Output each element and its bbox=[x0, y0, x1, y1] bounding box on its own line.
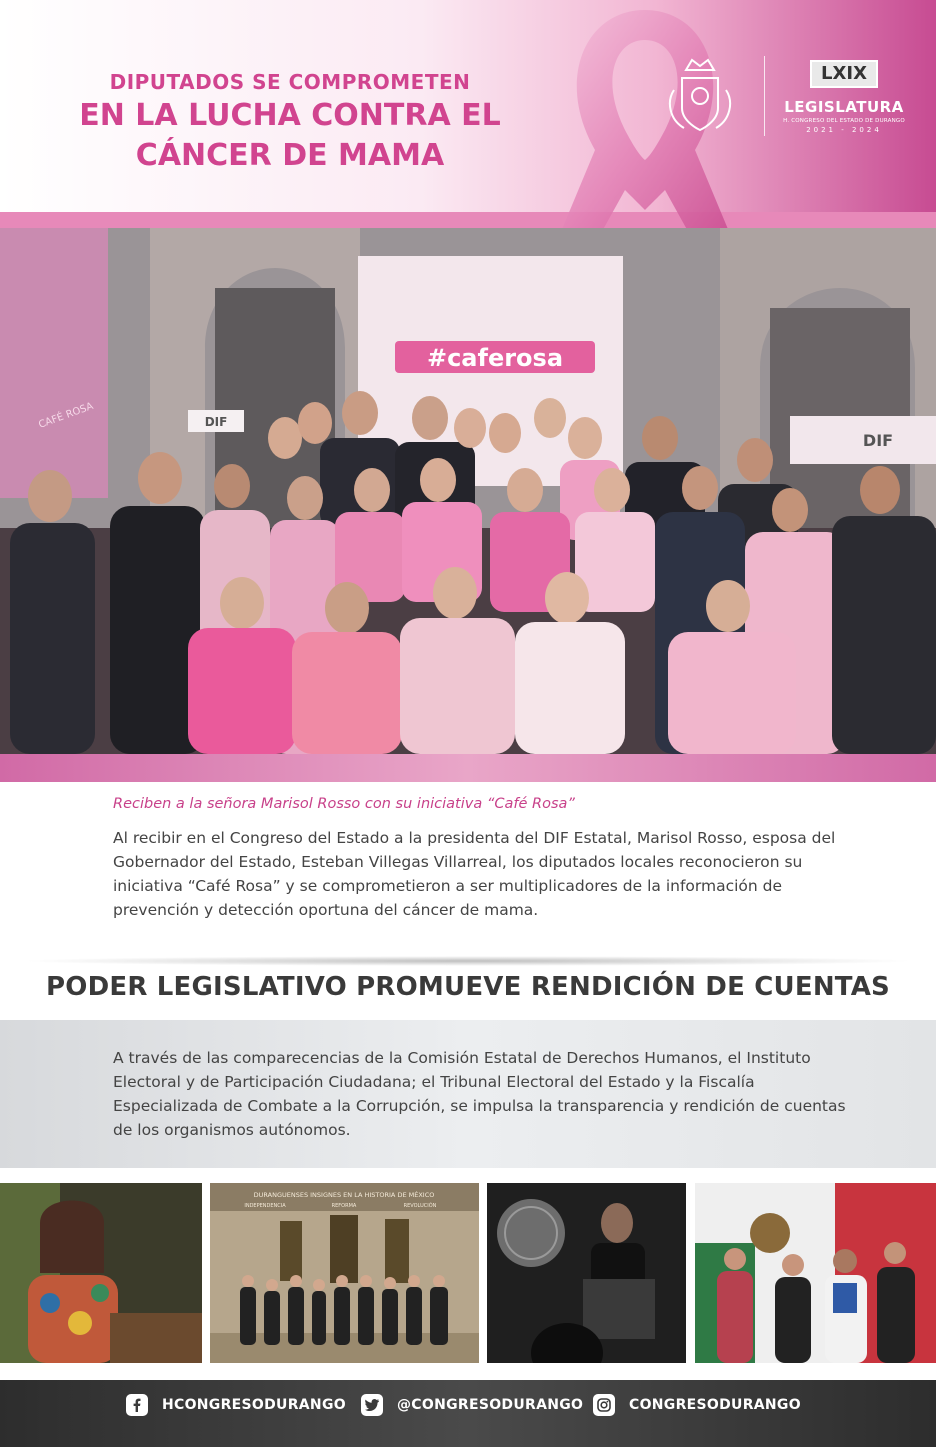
legislature-logo bbox=[776, 98, 912, 134]
legislature-title: LEGISLATURA bbox=[784, 98, 904, 116]
story-caption: Reciben a la señora Marisol Rosso con su iniciativa “Café Rosa” bbox=[113, 796, 575, 812]
svg-text:CAFÉ ROSA: CAFÉ ROSA bbox=[37, 400, 95, 431]
monument-illustration bbox=[210, 1183, 479, 1363]
twitter-icon bbox=[361, 1394, 383, 1416]
twitter-handle: @CONGRESODURANGO bbox=[397, 1397, 584, 1413]
congress-crest-icon bbox=[660, 50, 740, 138]
legislature-number: LXIX bbox=[810, 60, 878, 88]
monument-label-c: REVOLUCIÓN bbox=[403, 1203, 437, 1209]
thumb-photo-monument bbox=[210, 1183, 479, 1363]
main-group-photo bbox=[0, 228, 936, 754]
instagram-icon bbox=[593, 1394, 615, 1416]
story-body: Al recibir en el Congreso del Estado a la presidenta del DIF Estatal, Marisol Rosso, esposa del Gobernador del Estado, Esteban Villegas Villarreal, los diputados locales reconocieron su iniciativa “Café Rosa” y se comprometieron a ser multiplicadores de la información de prevención y detección oportuna del cáncer de mama. bbox=[113, 829, 836, 919]
speaker-illustration bbox=[0, 1183, 202, 1363]
twitter-link[interactable] bbox=[361, 1393, 583, 1417]
section-title: PODER LEGISLATIVO PROMUEVE RENDICIÓN DE CUENTAS bbox=[46, 972, 890, 1002]
thumb-photo-podium bbox=[487, 1183, 686, 1363]
podium-illustration bbox=[487, 1183, 686, 1363]
instagram-link[interactable] bbox=[593, 1393, 801, 1417]
dif-sign-left: DIF bbox=[204, 415, 228, 429]
facebook-handle: HCONGRESODURANGO bbox=[162, 1397, 346, 1413]
caferosa-hashtag: #caferosa bbox=[426, 344, 564, 372]
dif-sign-right: DIF bbox=[862, 431, 894, 450]
section-body: A través de las comparecencias de la Comisión Estatal de Derechos Humanos, el Instituto Electoral y de Participación Ciudadana; el Tribunal Electoral del Estado y la Fiscalía Especializada de Combate a la Corrupción, se impulsa la transparencia y rendición de cuentas de los organismos autónomos. bbox=[113, 1049, 846, 1139]
headline-line-3: CÁNCER DE MAMA bbox=[135, 138, 445, 173]
logo-divider bbox=[764, 56, 765, 136]
monument-label-b: REFORMA bbox=[331, 1203, 357, 1209]
monument-wall-text: DURANGUENSES INSIGNES EN LA HISTORIA DE MÉXICO bbox=[253, 1191, 435, 1199]
photo-pink-band bbox=[0, 754, 936, 782]
headline-line-1: DIPUTADOS SE COMPROMETEN bbox=[109, 70, 471, 94]
group-photo-illustration bbox=[0, 228, 936, 754]
facebook-link[interactable] bbox=[126, 1393, 346, 1417]
header-banner bbox=[0, 0, 936, 228]
thumb-photo-speaker bbox=[0, 1183, 202, 1363]
instagram-handle: CONGRESODURANGO bbox=[629, 1397, 801, 1413]
facebook-icon bbox=[126, 1394, 148, 1416]
header-pink-band bbox=[0, 212, 936, 228]
section-divider bbox=[20, 956, 916, 966]
legislature-subtitle: H. CONGRESO DEL ESTADO DE DURANGO bbox=[783, 118, 905, 124]
flag-illustration bbox=[695, 1183, 936, 1363]
headline bbox=[30, 70, 550, 174]
thumb-photo-flag bbox=[695, 1183, 936, 1363]
headline-line-2: EN LA LUCHA CONTRA EL bbox=[79, 98, 501, 133]
monument-label-a: INDEPENDENCIA bbox=[244, 1203, 286, 1209]
legislature-years: 2021 - 2024 bbox=[806, 126, 882, 134]
